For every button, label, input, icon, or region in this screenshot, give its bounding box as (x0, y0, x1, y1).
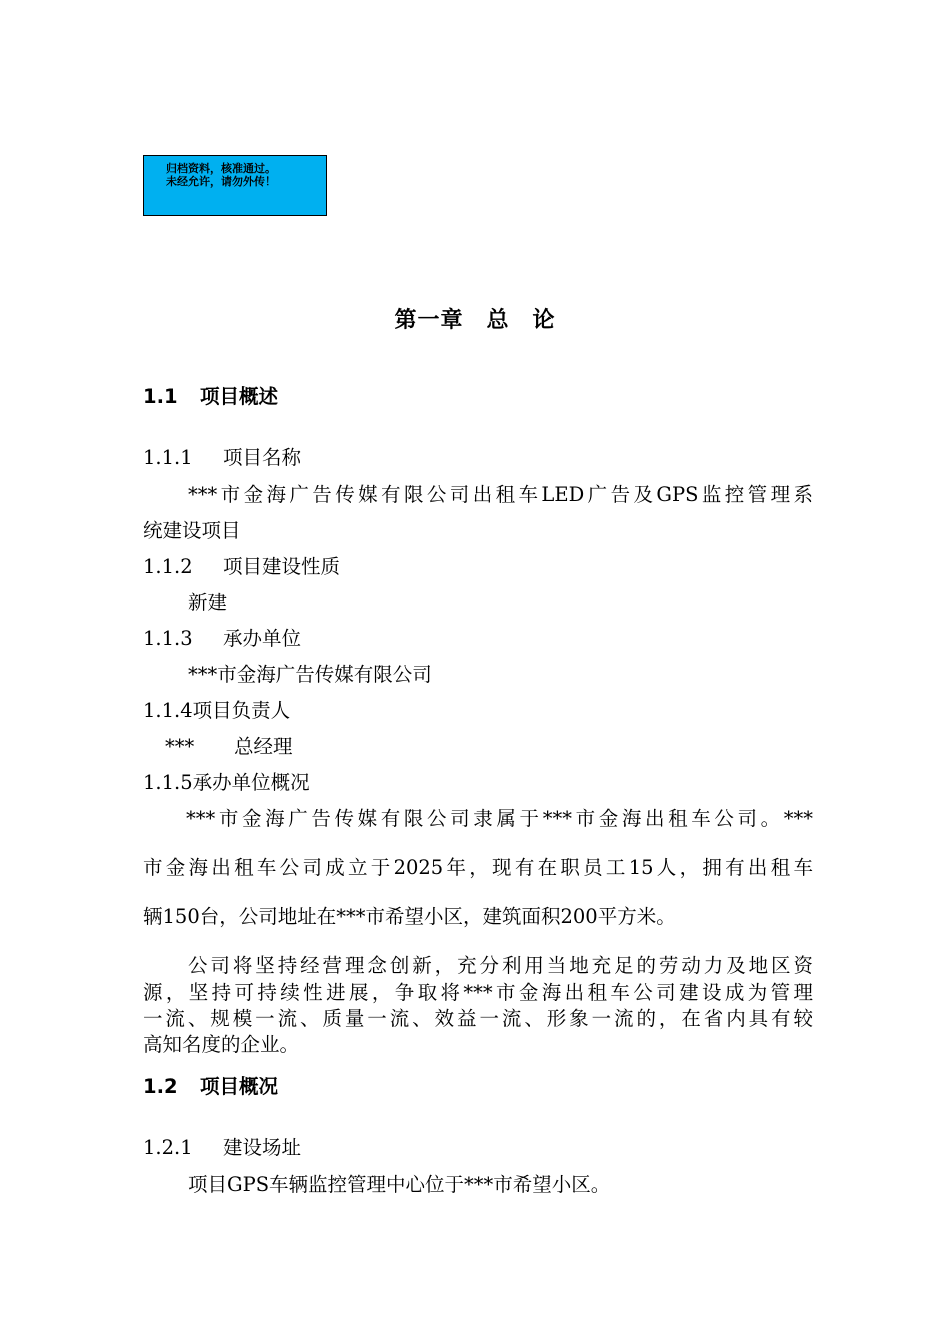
section-1-1-1-heading (143, 446, 301, 470)
section-title: 建设场址 (223, 1136, 302, 1159)
project-nature: 新建 (188, 591, 228, 614)
philosophy-line-1: 公司将坚持经营理念创新，充分利用当地充足的劳动力及地区资 (188, 954, 813, 977)
project-name-line-1: ***市金海广告传媒有限公司出租车LED广告及GPS监控管理系 (188, 483, 813, 506)
overview-line-1: ***市金海广告传媒有限公司隶属于***市金海出租车公司。*** (186, 807, 813, 830)
section-number: 1.2.1 (143, 1136, 193, 1159)
leader-name: *** (165, 735, 195, 758)
section-1-2-heading (143, 1075, 278, 1099)
chapter-title: 第一章 总 论 (394, 308, 556, 333)
philosophy-line-2: 源，坚持可持续性进展，争取将***市金海出租车公司建设成为管理 (143, 981, 813, 1004)
philosophy-line-3: 一流、规模一流、质量一流、效益一流、形象一流的，在省内具有较 (143, 1007, 813, 1030)
project-name-line-2: 统建设项目 (143, 519, 241, 542)
section-number: 1.1 (143, 385, 178, 408)
section-title: 项目概况 (200, 1075, 279, 1098)
philosophy-line-4: 高知名度的企业。 (143, 1033, 300, 1056)
section-number: 1.1.1 (143, 446, 193, 469)
organizer-unit: ***市金海广告传媒有限公司 (188, 663, 432, 686)
section-1-1-heading (143, 385, 278, 409)
site-location: 项目GPS车辆监控管理中心位于***市希望小区。 (188, 1173, 611, 1196)
section-1-2-1-heading (143, 1136, 301, 1160)
overview-line-2: 市金海出租车公司成立于2025年，现有在职员工15人，拥有出租车 (143, 856, 813, 879)
section-1-1-2-heading (143, 555, 340, 579)
section-title: 承办单位 (223, 627, 302, 650)
archive-stamp (143, 155, 327, 216)
stamp-line-2: 未经允许，请勿外传！ (166, 175, 276, 188)
section-title: 项目概述 (200, 385, 279, 408)
overview-line-3: 辆150台，公司地址在***市希望小区，建筑面积200平方米。 (143, 905, 676, 928)
leader-title: 总经理 (234, 735, 293, 758)
section-number: 1.1.2 (143, 555, 193, 578)
section-title: 项目建设性质 (223, 555, 341, 578)
section-number: 1.1.3 (143, 627, 193, 650)
section-number: 1.2 (143, 1075, 178, 1098)
section-1-1-5-heading: 1.1.5承办单位概况 (143, 771, 310, 794)
section-title: 项目名称 (223, 446, 302, 469)
section-1-1-3-heading (143, 627, 301, 651)
stamp-line-1: 归档资料，核准通过。 (166, 162, 276, 175)
section-1-1-4-heading: 1.1.4项目负责人 (143, 699, 291, 722)
